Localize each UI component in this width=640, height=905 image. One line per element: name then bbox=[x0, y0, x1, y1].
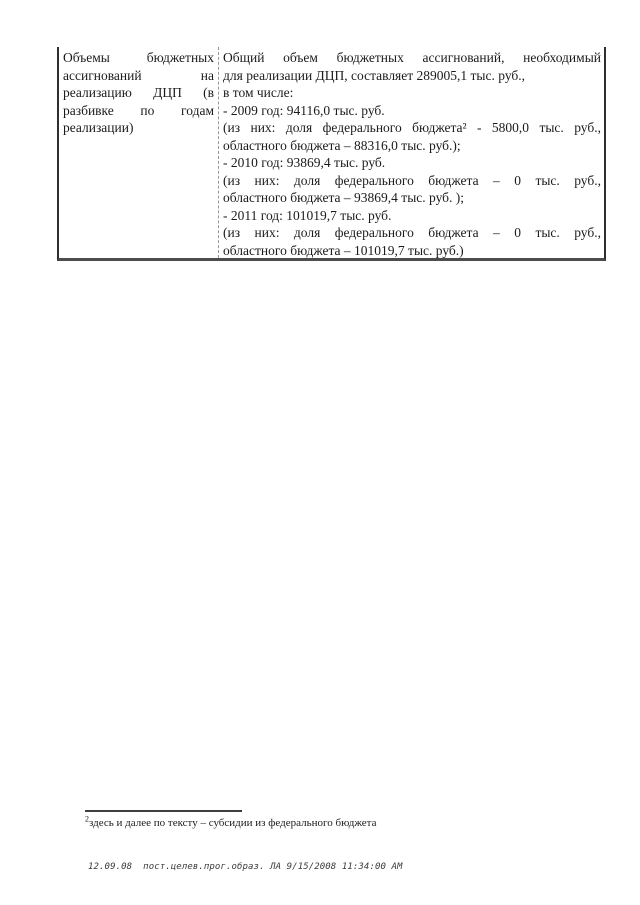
table-text-line: в том числе: bbox=[223, 85, 294, 100]
table-text-line: (из них: доля федерального бюджета – 0 тыс. руб., bbox=[223, 225, 601, 240]
footnote bbox=[85, 816, 376, 830]
table-text-line: - 2011 год: 101019,7 тыс. руб. bbox=[223, 207, 392, 223]
table-text-line: областного бюджета – 93869,4 тыс. руб. ); bbox=[223, 190, 465, 205]
table-text-line: (из них: доля федерального бюджета² - 5800,0 тыс. руб., bbox=[223, 120, 601, 135]
table-text-line: разбивке по годам bbox=[63, 102, 214, 118]
budget-table bbox=[57, 47, 606, 261]
table-text-line: ассигнований на bbox=[63, 67, 214, 83]
table-text-line: областного бюджета – 101019,7 тыс. руб.) bbox=[223, 242, 464, 258]
file-info-line: 12.09.08 пост.целев.прог.образ. ЛА 9/15/2008 11:34:00 AM bbox=[88, 862, 403, 872]
table-text-line: реализацию ДЦП (в bbox=[63, 85, 214, 100]
table-text-line: (из них: доля федерального бюджета – 0 тыс. руб., bbox=[223, 172, 601, 188]
footnote-text: здесь и далее по тексту – субсидии из федерального бюджета bbox=[89, 817, 377, 829]
footnote-marker: 2 bbox=[85, 814, 89, 824]
table-text-line: - 2009 год: 94116,0 тыс. руб. bbox=[223, 102, 385, 118]
budget-table-left-cell bbox=[59, 47, 219, 258]
table-text-line: областного бюджета – 88316,0 тыс. руб.); bbox=[223, 137, 461, 153]
table-text-line: реализации) bbox=[63, 120, 134, 135]
table-text-line: Объемы бюджетных bbox=[63, 50, 214, 65]
budget-table-right-cell bbox=[219, 47, 604, 258]
footnote-separator-line bbox=[85, 810, 242, 812]
table-text-line: Общий объем бюджетных ассигнований, необходимый bbox=[223, 50, 601, 65]
table-text-line: для реализации ДЦП, составляет 289005,1 тыс. руб., bbox=[223, 67, 526, 83]
table-text-line: - 2010 год: 93869,4 тыс. руб. bbox=[223, 155, 386, 170]
